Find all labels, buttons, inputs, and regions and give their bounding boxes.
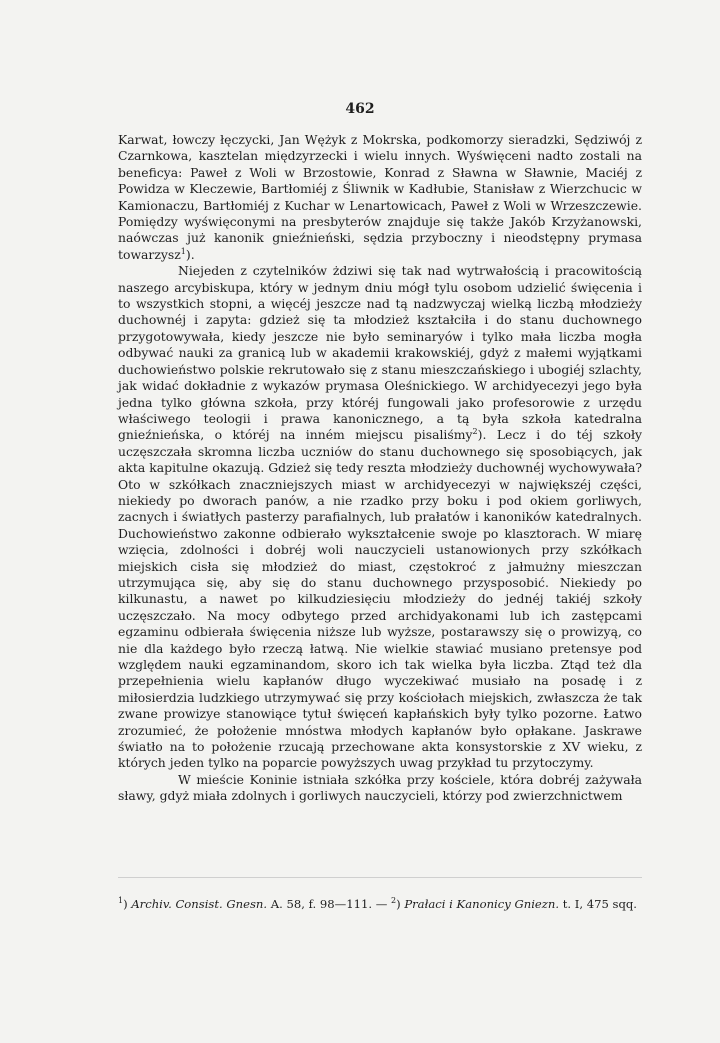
- paragraph-2-text: Niejeden z czytelników żdziwi się tak nad wytrwałością i pracowitością naszego arcybiskupa, który w jednym dniu mógł tylu osobom udzielić święcenia i to wszystkich stopni, a więcéj jeszcze nad tą nadzwyczaj wielką liczbą młodzieży duchownéj i zapyta: gdzież się ta młodzież kształciła i do stanu duchownego przygotowywała, kiedy jeszcze nie było seminaryów i tylko mała liczba mogła odbywać nauki za granicą lub w akademii krakowskiéj, gdyż z małemi wyjątkami duchowieństwo polskie rekrutowało się z stanu mieszczańskiego i ubogiéj szlachty, jak widać dokładnie z wykazów prymasa Oleśnickiego. W archidyecezyi jego była jedna tylko główna szkoła, przy któréj fungowali jako profesorowie z urzędu właściwego teologii i prawa kanonicznego, a tą była szkoła katedralna gnieźnieńska, o któréj na inném miejscu pisaliśmy: [118, 263, 642, 443]
- footnote-marker-1: 1: [118, 896, 124, 906]
- footnote-1-source: Archiv. Consist. Gnesn.: [131, 897, 268, 911]
- paragraph-1-text: Karwat, łowczy łęczycki, Jan Wężyk z Mokrska, podkomorzy sieradzki, Sędziwój z Czarnkowa, kasztelan międzyrzecki i wielu innych. Wyświęceni nadto zostali na beneficya: Paweł z Woli w Brzostowie, Konrad z Sławna w Sławnie, Maciéj z Powidza w Kleczewie, Bartłomiéj z Śliwnik w Kadłubie, Stanisław z Wierzchucic w Kamionaczu, Bartłomiéj z Kuchar w Lenartowicach, Paweł z Woli w Wrzeszczewie. Pomiędzy wyświęconymi na presbyterów znajduje się także Jakób Krzyżanowski, naówczas już kanonik gnieźnieński, sędzia przyboczny i nieodstępny prymasa towarzysz: [118, 132, 642, 262]
- footnote-ref-2: 2: [472, 427, 478, 437]
- paragraph-2: [118, 263, 642, 772]
- footnote-ref-1: 1: [180, 246, 186, 256]
- sentence-end: ).: [477, 427, 487, 443]
- sentence-end: ).: [185, 246, 195, 262]
- page-number: 462: [345, 101, 375, 117]
- footnote-2-source: Prałaci i Kanonicy Gniezn.: [404, 897, 560, 911]
- paragraph-3-text: W mieście Koninie istniała szkółka przy kościele, która dobréj zażywała sławy, gdyż miała zdolnych i gorliwych nauczycieli, którzy pod zwierzchnictwem: [118, 771, 642, 804]
- body-text: [118, 132, 642, 805]
- paragraph-1: [118, 132, 642, 263]
- footnote-divider: [118, 877, 642, 878]
- paragraph-2-continuation: Lecz i do téj szkoły uczęszczała skromna liczba uczniów do stanu duchownego się sposobiących, jak akta kapitulne okazują. Gdzież się tedy reszta młodzieży duchownéj wychowywała? Oto w szkółkach znaczniejszych miast w archidyecezyi w największéj części, niekiedy po dworach panów, a nie rzadko przy boku i pod okiem gorliwych, zacnych i światłych pasterzy parafialnych, lub prałatów i kanoników katedralnych. Duchowieństwo zakonne odbierało wykształcenie swoje po klasztorach. W miarę wzięcia, zdolności i dobréj woli nauczycieli ustanowionych przy szkółkach miejskich cisła się młodzież do miast, częstokroć z jałmużny mieszczan utrzymująca się, aby się do stanu duchownego przysposobić. Niekiedy po kilkunastu, a nawet po kilkudziesięciu młodzieży do jednéj takiéj szkoły uczęszczało. Na mocy odbytego przed archidyakonami lub ich zastępcami egzaminu odbierała święcenia niższe lub wyższe, postarawszy się o prowizyą, co nie dla każdego było rzeczą łatwą. Nie wielkie stawiać musiano pretensye pod względem nauki egzaminandom, skoro ich tak wielka była liczba. Ztąd też dla przepełnienia wielu kapłanów długo wyczekiwać musiało na posadę i z miłosierdzia ludzkiego utrzymywać się przy kościołach miejskich, zwłaszcza że tak zwane prowizye stanowiące tytuł święceń kapłańskich były tylko pozorne. Łatwo zrozumieć, że położenie mnóstwa młodych kapłanów było opłakane. Jaskrawe światło na to położenie rzucają przechowane akta konsystorskie z XV wieku, z których jeden tylko na poparcie powyższych uwag przykład tu przytoczymy.: [118, 427, 642, 771]
- footnote-marker-2: 2: [391, 896, 397, 906]
- footnotes: $^1$) Archiv. Consist. Gnesn. A. 58, f. 98—111. — $^2$) Prałaci i Kanonicy Gniezn. t. I, 475 sqq.: [118, 896, 637, 911]
- footnote-2-text: t. I, 475 sqq.: [562, 897, 637, 911]
- footnote-1-text: A. 58, f. 98—111. —: [270, 897, 388, 911]
- paragraph-3: [118, 772, 642, 805]
